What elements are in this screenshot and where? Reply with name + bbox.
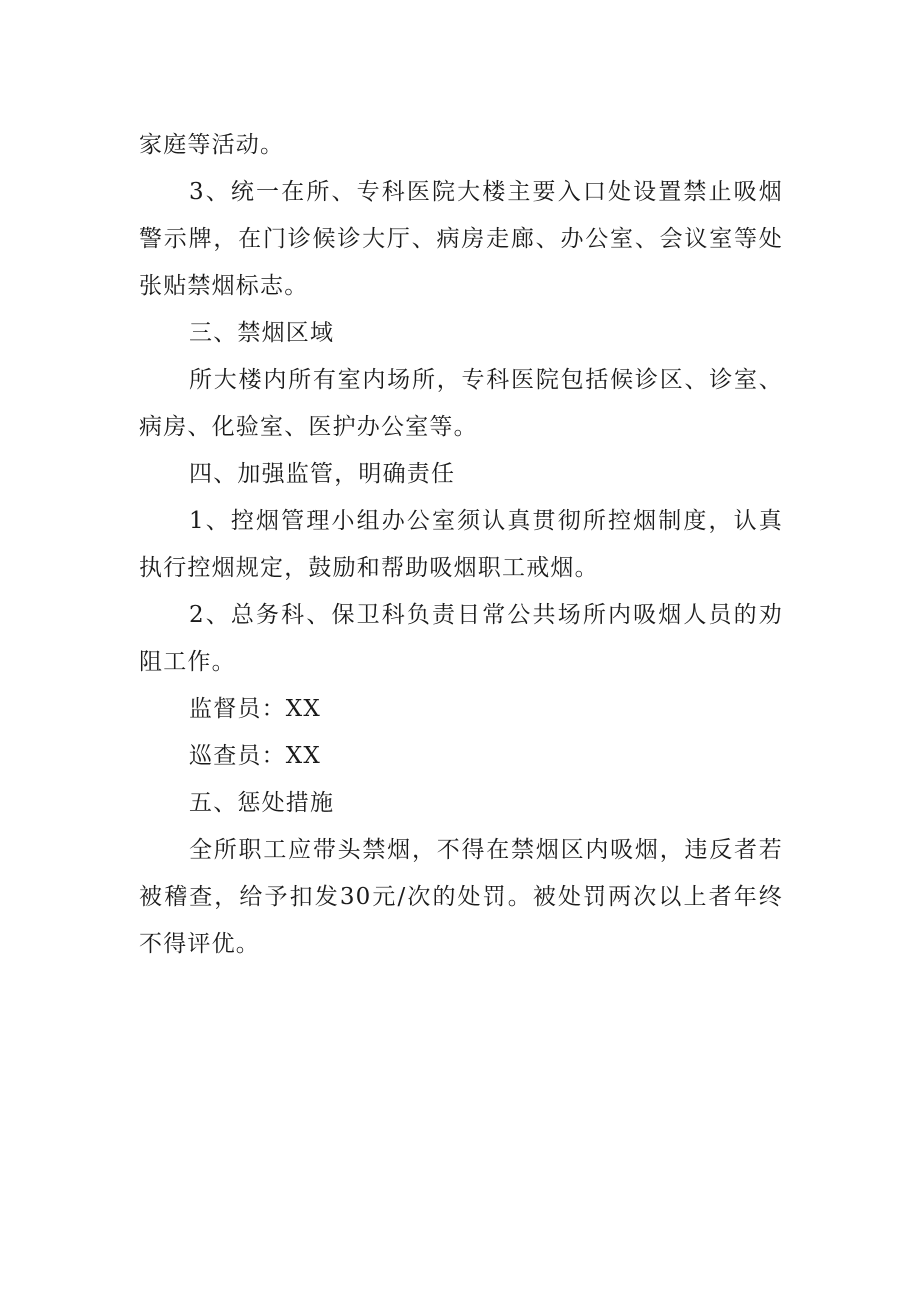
section-heading-smoke-free-areas: 三、禁烟区域 [189, 320, 335, 346]
paragraph-smoke-free-areas: 所大楼内所有室内场所，专科医院包括候诊区、诊室、病房、化验室、医护办公室等。 [139, 367, 783, 440]
paragraph-item-3-signage: 3、统一在所、专科医院大楼主要入口处设置禁止吸烟警示牌，在门诊候诊大厅、病房走廊、办公室、会议室等处张贴禁烟标志。 [139, 179, 783, 299]
supervisor-line: 监督员：XX [189, 696, 321, 722]
inspector-line: 巡查员：XX [189, 743, 321, 769]
paragraph-item-2-dissuasion: 2、总务科、保卫科负责日常公共场所内吸烟人员的劝阻工作。 [139, 602, 783, 675]
paragraph-item-1-control-office: 1、控烟管理小组办公室须认真贯彻所控烟制度，认真执行控烟规定，鼓励和帮助吸烟职工戒烟。 [139, 508, 783, 581]
section-heading-supervision: 四、加强监管，明确责任 [189, 461, 456, 487]
document-body [139, 122, 783, 968]
paragraph-continuation: 家庭等活动。 [139, 132, 285, 158]
section-heading-penalties: 五、惩处措施 [189, 790, 335, 816]
paragraph-penalties: 全所职工应带头禁烟，不得在禁烟区内吸烟，违反者若被稽查，给予扣发30元/次的处罚。被处罚两次以上者年终不得评优。 [139, 837, 783, 957]
